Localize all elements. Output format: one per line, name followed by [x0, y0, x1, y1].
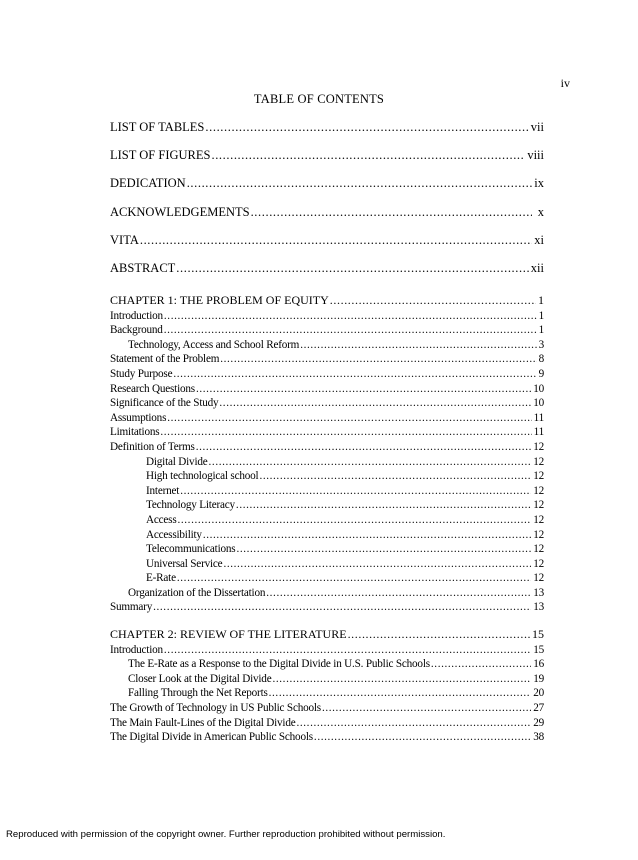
toc-entry-page: 12 [533, 572, 544, 585]
toc-entry-page: xi [532, 226, 544, 254]
toc-entry [110, 498, 544, 513]
toc-entry-label: Definition of Terms [110, 440, 195, 453]
toc-entry [110, 198, 544, 226]
leader-dots [259, 469, 531, 484]
toc-entry-page: 8 [538, 353, 544, 366]
leader-dots [173, 367, 536, 382]
toc-entry [110, 586, 544, 601]
toc-entry-label: Internet [110, 484, 180, 499]
leader-dots [176, 254, 529, 282]
toc-entry-label: Research Questions [110, 382, 195, 395]
toc-entry [110, 396, 544, 411]
toc-entry-page: xii [529, 254, 544, 282]
toc-entry [110, 528, 544, 543]
toc-entry-label: Introduction [110, 309, 163, 322]
toc-entry-label: Access [110, 513, 177, 528]
leader-dots [220, 352, 536, 367]
leader-dots [322, 701, 531, 716]
leader-dots [164, 323, 537, 338]
toc-entry [110, 411, 544, 426]
leader-dots [269, 686, 532, 701]
leader-dots [296, 716, 531, 731]
toc-entry-label: High technological school [110, 469, 259, 484]
toc-entry [110, 701, 544, 716]
toc-entry-label: ACKNOWLEDGEMENTS [110, 198, 251, 226]
toc-entry-label: The Main Fault-Lines of the Digital Divide [110, 716, 296, 729]
leader-dots [211, 141, 525, 169]
toc-entry-page: 12 [533, 528, 544, 541]
leader-dots [236, 498, 531, 513]
toc-entry-label: Accessibility [110, 528, 203, 543]
toc-entry-page: 12 [533, 484, 544, 497]
toc-entry-label: Falling Through the Net Reports [110, 686, 269, 701]
toc-entry [110, 716, 544, 731]
toc-entry-page: 20 [533, 687, 544, 700]
toc-entry-label: Technology Literacy [110, 498, 236, 513]
leader-dots [330, 293, 536, 308]
toc-entry-label: Introduction [110, 643, 163, 656]
toc-entry-label: Telecommunications [110, 542, 236, 557]
toc-entry-page: 16 [533, 658, 544, 671]
leader-dots [196, 382, 531, 397]
leader-dots [160, 425, 531, 440]
toc-front-matter [110, 113, 544, 282]
toc-entry-label: The Digital Divide in American Public Schools [110, 731, 313, 744]
toc-entry [110, 338, 544, 353]
toc-entry-page: 12 [533, 513, 544, 526]
toc-entry-label: Study Purpose [110, 367, 173, 380]
toc-entry-page: 11 [533, 426, 544, 439]
toc-entry-page: vii [529, 113, 544, 141]
toc-entry-page: 1 [538, 324, 544, 337]
toc-entry-label: Assumptions [110, 411, 167, 424]
leader-dots [266, 586, 531, 601]
leader-dots [164, 309, 537, 324]
toc-entry-label: The E-Rate as a Response to the Digital Divide in U.S. Public Schools [110, 657, 431, 672]
toc-entry-label: Closer Look at the Digital Divide [110, 672, 272, 687]
toc-entry [110, 600, 544, 615]
toc-entry [110, 367, 544, 382]
leader-dots [251, 198, 532, 226]
toc-entry [110, 730, 544, 745]
leader-dots [140, 226, 532, 254]
toc-entry-page: 15 [533, 643, 544, 656]
leader-dots [164, 643, 531, 658]
toc-entry-label: Limitations [110, 426, 160, 439]
leader-dots [300, 338, 536, 353]
toc-chapter-heading [110, 293, 544, 308]
toc-chapter-1 [110, 293, 544, 615]
copyright-footer: Reproduced with permission of the copyright owner. Further reproduction prohibited without permission. [6, 829, 446, 840]
toc-entry-label: Digital Divide [110, 455, 209, 470]
leader-dots [167, 411, 531, 426]
toc-entry [110, 323, 544, 338]
toc-entry [110, 113, 544, 141]
leader-dots [209, 455, 532, 470]
toc-entry-page: 13 [533, 586, 544, 599]
leader-dots [205, 113, 528, 141]
leader-dots [153, 600, 531, 615]
toc-entry [110, 141, 544, 169]
toc-entry-label: CHAPTER 1: THE PROBLEM OF EQUITY [110, 293, 329, 307]
toc-entry [110, 254, 544, 282]
toc-entry [110, 425, 544, 440]
toc-entry-page: 12 [533, 543, 544, 556]
leader-dots [196, 440, 532, 455]
toc-entry [110, 309, 544, 324]
toc-entry [110, 382, 544, 397]
toc-entry-page: 3 [538, 338, 544, 351]
toc-entry-label: Summary [110, 601, 153, 614]
leader-dots [177, 571, 531, 586]
toc-entry [110, 672, 544, 687]
toc-entry-label: VITA [110, 226, 140, 254]
toc-entry-page: 12 [533, 455, 544, 468]
toc-entry [110, 484, 544, 499]
toc-entry [110, 571, 544, 586]
page-title: TABLE OF CONTENTS [253, 92, 385, 106]
toc-entry-page: 12 [533, 557, 544, 570]
toc-entry-page: 12 [533, 499, 544, 512]
toc-entry-label: LIST OF TABLES [110, 113, 205, 141]
toc-entry-page: ix [532, 169, 544, 197]
leader-dots [180, 484, 531, 499]
toc-entry-page: 15 [532, 627, 544, 641]
leader-dots [236, 542, 531, 557]
toc-entry-label: LIST OF FIGURES [110, 141, 211, 169]
toc-entry-page: 11 [533, 411, 544, 424]
toc-entry [110, 686, 544, 701]
toc-entry-label: Universal Service [110, 557, 223, 572]
leader-dots [272, 672, 531, 687]
toc-entry-page: 1 [538, 293, 544, 307]
toc-entry [110, 643, 544, 658]
leader-dots [431, 657, 531, 672]
toc-entry-page: 13 [533, 601, 544, 614]
toc-entry [110, 657, 544, 672]
leader-dots [223, 557, 531, 572]
toc-chapter-2 [110, 627, 544, 745]
leader-dots [187, 169, 532, 197]
toc-entry-label: ABSTRACT [110, 254, 176, 282]
toc-entry [110, 440, 544, 455]
toc-entry [110, 455, 544, 470]
toc-entry-label: CHAPTER 2: REVIEW OF THE LITERATURE [110, 627, 347, 641]
toc-entry-page: 19 [533, 672, 544, 685]
page-number: iv [560, 76, 570, 90]
toc-entry [110, 352, 544, 367]
toc-entry-page: 12 [533, 470, 544, 483]
leader-dots [348, 627, 530, 642]
toc-entry-page: x [532, 198, 544, 226]
toc-entry [110, 169, 544, 197]
leader-dots [219, 396, 531, 411]
toc-entry-page: 9 [538, 367, 544, 380]
toc-entry [110, 557, 544, 572]
leader-dots [314, 730, 531, 745]
toc-entry-label: E-Rate [110, 571, 177, 586]
leader-dots [177, 513, 531, 528]
toc-entry [110, 513, 544, 528]
toc-entry-label: The Growth of Technology in US Public Schools [110, 701, 321, 714]
toc-entry-page: 10 [533, 397, 544, 410]
toc-entry-label: Background [110, 324, 163, 337]
leader-dots [203, 528, 531, 543]
toc-entry [110, 469, 544, 484]
toc-entry-label: Organization of the Dissertation [110, 586, 266, 601]
toc-entry-label: Significance of the Study [110, 397, 219, 410]
toc-entry-page: 12 [533, 440, 544, 453]
toc-entry-label: Technology, Access and School Reform [110, 338, 300, 353]
toc-entry-label: Statement of the Problem [110, 353, 220, 366]
toc-entry [110, 542, 544, 557]
toc-chapter-heading [110, 627, 544, 642]
toc-entry [110, 226, 544, 254]
toc-entry-page: 29 [533, 716, 544, 729]
toc-entry-page: 27 [533, 701, 544, 714]
toc-entry-page: 38 [533, 731, 544, 744]
toc-entry-page: 1 [538, 309, 544, 322]
toc-entry-page: 10 [533, 382, 544, 395]
toc-entry-page: viii [525, 141, 544, 169]
toc-entry-label: DEDICATION [110, 169, 187, 197]
